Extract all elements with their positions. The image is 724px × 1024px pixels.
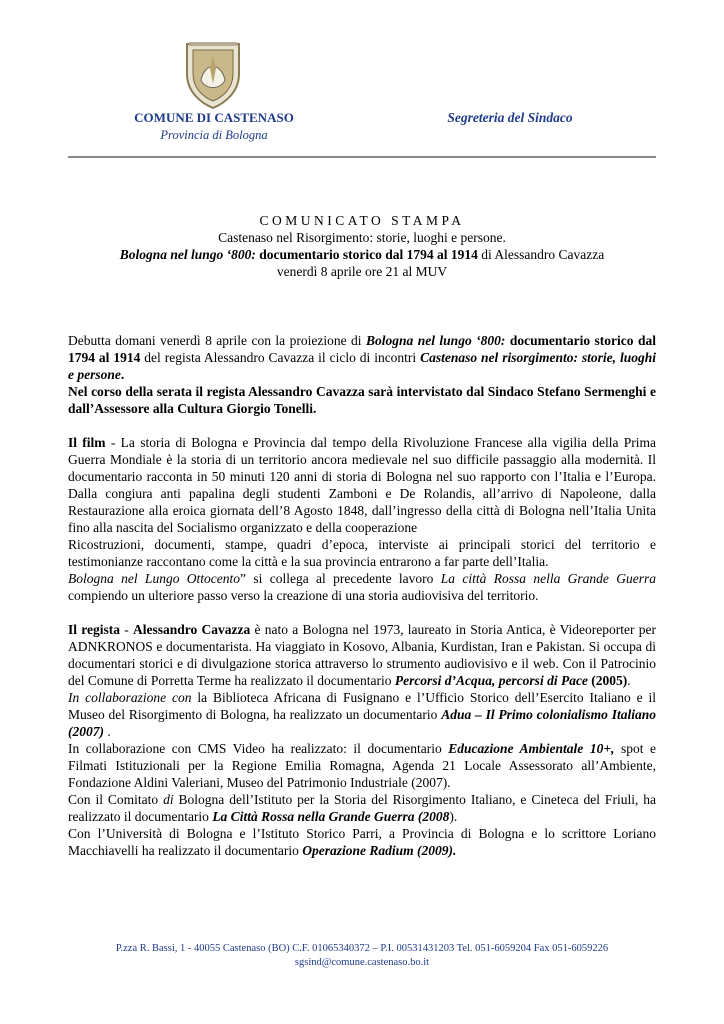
interview-note: Nel corso della serata il regista Alessandro Cavazza sarà intervistato dal Sindaco Stefano Sermenghi e dall’Assessore alla Cultura Giorgio Tonelli. — [68, 384, 656, 416]
header-divider — [68, 156, 656, 158]
footer — [68, 942, 656, 970]
title-date: venerdì 8 aprile ore 21 al MUV — [276, 264, 448, 279]
comunicato-stampa-heading: COMUNICATO STAMPA — [259, 213, 465, 228]
footer-address: P.zza R. Bassi, 1 - 40055 Castenaso (BO) C.F. 01065340372 – P.I. 00531431203 Tel. 051-6059204 Fax 051-6059226 — [115, 943, 609, 954]
regista-paragraph: Il regista - Alessandro Cavazza è nato a Bologna nel 1973, laureato in Storia Antica, è Videoreporter per ADNKRONOS e documentarista. Ha viaggiato in Kosovo, Albania, Kurdistan, Iran e Pakistan. Si occupa di documentari storici e di divulgazione storica attraverso lo strumento audiovisivo e il web. Con il Patrocinio del Comune di Porretta Terme ha realizzato il documentario Percorsi d’Acqua, percorsi di Pace (2005). — [68, 622, 657, 688]
comune-name: COMUNE DI CASTENASO — [134, 110, 294, 125]
film-paragraph: Il film - La storia di Bologna e Provincia dal tempo della Rivoluzione Francese alla vigilia della Prima Guerra Mondiale è la storia di un territorio ancora medievale nel suo difficile passaggio alla modernità. Il documentario racconta in 50 minuti 120 anni di storia di Bologna nel suo rapporto con l’Italia e l’Europa. Dalla congiura anti papalina degli studenti Zamboni e De Rolandis, all’arrivo di Napoleone, dalla Restaurazione alla eroica giornata dell’8 Agosto 1848, dall’ingresso della città di Bologna nell’Italia Unita fino alla nascita del Socialismo organizzato e della cooperazione — [68, 435, 657, 535]
regista-paragraph-3: In collaborazione con CMS Video ha realizzato: il documentario Educazione Ambientale 10+, spot e Filmati Istituzionali per la Regione Emilia Romagna, Agenda 21 Locale Assessorato all’Ambiente, Fondazione Aldini Valeriani, Museo del Patrimonio Industriale (2007). — [68, 741, 657, 790]
title-block — [68, 212, 656, 280]
film-paragraph-2: Ricostruzioni, documenti, stampe, quadri d’epoca, interviste ai principali storici del territorio e testimonianze raccontano come la città e la sua provincia entrarono a far parte dell’Italia. — [68, 537, 656, 569]
film-paragraph-3: Bologna nel Lungo Ottocento” si collega al precedente lavoro La città Rossa nella Grande Guerra compiendo un ulteriore passo verso la creazione di una storia audiovisiva del territorio. — [68, 571, 657, 603]
provincia-name: Provincia di Bologna — [160, 128, 268, 142]
regista-paragraph-4: Con il Comitato di Bologna dell’Istituto per la Storia del Risorgimento Italiano, e Cineteca del Friuli, ha realizzato il documentario La Città Rossa nella Grande Guerra (2008). — [68, 792, 656, 824]
title-event: Bologna nel lungo ‘800: documentario storico dal 1794 al 1914 di Alessandro Cavazza — [119, 247, 605, 262]
title-subtitle: Castenaso nel Risorgimento: storie, luoghi e persone. — [218, 230, 506, 245]
regista-paragraph-5: Con l’Università di Bologna e l’Istituto Storico Parri, a Provincia di Bologna e lo scrittore Loriano Macchiavelli ha realizzato il documentario Operazione Radium (2009). — [68, 826, 656, 858]
municipal-crest-icon — [183, 40, 243, 110]
intro-paragraph: Debutta domani venerdì 8 aprile con la proiezione di Bologna nel lungo ‘800: documentario storico dal 1794 al 1914 del regista Alessandro Cavazza il ciclo di incontri Castenaso nel risorgimento: storie, luoghi e persone. Nel corso della serata il regista Alessandro Cavazza sarà intervistato dal Sindaco Stefano Sermenghi e dall’Assessore alla Cultura Giorgio Tonelli. — [68, 333, 656, 416]
body-text — [68, 332, 656, 859]
regista-paragraph-2: In collaborazione con la Biblioteca Africana di Fusignano e l’Ufficio Storico dell’Esercito Italiano e il Museo del Risorgimento di Bologna, ha realizzato un documentario Adua – Il Primo colonialismo Italiano (2007) . — [68, 690, 656, 739]
segreteria-label: Segreteria del Sindaco — [447, 110, 573, 125]
footer-email: sgsind@comune.castenaso.bo.it — [294, 957, 430, 968]
